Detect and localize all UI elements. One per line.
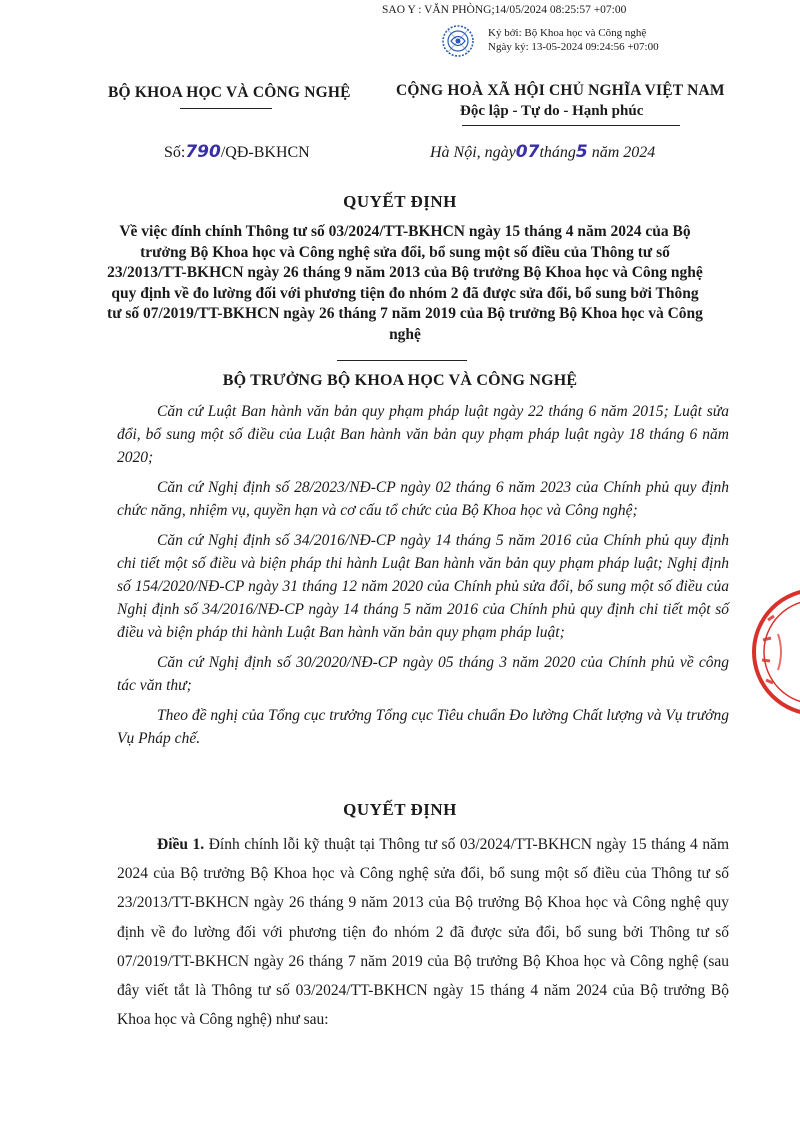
doc-no-handwritten: 790 <box>185 142 221 162</box>
date-suffix: năm 2024 <box>591 144 656 161</box>
article-1-label: Điều 1. <box>157 836 205 853</box>
agency-underline <box>180 108 272 109</box>
subject-underline <box>337 360 467 361</box>
doc-no-prefix: Số: <box>164 144 186 161</box>
signature-emblem-icon <box>438 24 480 58</box>
article-1 <box>117 830 729 1034</box>
date-month-word: tháng <box>539 144 576 161</box>
document-title: QUYẾT ĐỊNH <box>343 192 457 211</box>
basis-paragraph-2: Căn cứ Nghị định số 28/2023/NĐ-CP ngày 02 tháng 6 năm 2023 của Chính phủ quy định chức năng, nhiệm vụ, quyền hạn và cơ cấu tổ chức của Bộ Khoa học và Công nghệ; <box>117 479 729 519</box>
document-subject: Về việc đính chính Thông tư số 03/2024/TT-BKHCN ngày 15 tháng 4 năm 2024 của Bộ trưởng Bộ Khoa học và Công nghệ sửa đổi, bổ sung một số điều của Thông tư số 23/2013/TT-BKHCN ngày 26 tháng 9 năm 2013 của Bộ trưởng Bộ Khoa học và Công nghệ quy định về đo lường đối với phương tiện đo nhóm 2 đã được sửa đổi, bổ sung bởi Thông tư số 07/2019/TT-BKHCN ngày 26 tháng 7 năm 2019 của Bộ trưởng Bộ Khoa học và Công nghệ <box>107 223 703 343</box>
date-day-handwritten: 07 <box>515 142 540 162</box>
date-prefix: Hà Nội, ngày <box>430 144 516 161</box>
basis-paragraph-1: Căn cứ Luật Ban hành văn bản quy phạm pháp luật ngày 22 tháng 6 năm 2015; Luật sửa đổi, bổ sung một số điều của Luật Ban hành văn bản quy phạm pháp luật ngày 18 tháng 6 năm 2020; <box>117 403 729 466</box>
basis-paragraph-3: Căn cứ Nghị định số 34/2016/NĐ-CP ngày 14 tháng 5 năm 2016 của Chính phủ quy định chi tiết một số điều và biện pháp thi hành Luật Ban hành văn bản quy phạm pháp luật; Nghị định số 154/2020/NĐ-CP ngày 31 tháng 12 năm 2020 của Chính phủ sửa đổi, bổ sung một số điều của Nghị định số 34/2016/NĐ-CP ngày 14 tháng 5 năm 2016 của Chính phủ quy định chi tiết một số điều và biện pháp thi hành Luật Ban hành văn bản quy phạm pháp luật; <box>117 532 729 641</box>
minister-heading: BỘ TRƯỞNG BỘ KHOA HỌC VÀ CÔNG NGHỆ <box>222 372 578 389</box>
article-1-text: Đính chính lỗi kỹ thuật tại Thông tư số 03/2024/TT-BKHCN ngày 15 tháng 4 năm 2024 của Bộ trưởng Bộ Khoa học và Công nghệ sửa đổi, bổ sung một số điều của Thông tư số 23/2013/TT-BKHCN ngày 26 tháng 9 năm 2013 của Bộ trưởng Bộ Khoa học và Công nghệ quy định về đo lường đối với phương tiện đo nhóm 2 đã được sửa đổi, bổ sung bởi Thông tư số 07/2019/TT-BKHCN ngày 26 tháng 7 năm 2019 của Bộ trưởng Bộ Khoa học và Công nghệ (sau đây viết tắt là Thông tư số 03/2024/TT-BKHCN ngày 15 tháng 4 năm 2024 của Bộ trưởng Bộ Khoa học và Công nghệ) như sau: <box>117 836 730 1029</box>
digital-signature <box>438 24 738 58</box>
basis-paragraph-4: Căn cứ Nghị định số 30/2020/NĐ-CP ngày 05 tháng 3 năm 2020 của Chính phủ về công tác văn thư; <box>117 654 729 694</box>
signed-by: Ký bởi: Bộ Khoa học và Công nghệ <box>488 27 647 39</box>
signed-date: Ngày ký: 13-05-2024 09:24:56 +07:00 <box>488 41 659 53</box>
national-title: CỘNG HOÀ XÃ HỘI CHỦ NGHĨA VIỆT NAM <box>396 82 725 99</box>
copy-stamp: SAO Y : VĂN PHÒNG;14/05/2024 08:25:57 +07:00 <box>382 4 627 16</box>
basis-paragraph-5: Theo đề nghị của Tổng cục trưởng Tổng cục Tiêu chuẩn Đo lường Chất lượng và Vụ trưởng Vụ Pháp chế. <box>117 707 729 747</box>
red-seal-stamp <box>748 582 800 722</box>
decision-heading: QUYẾT ĐỊNH <box>343 800 457 819</box>
national-motto: Độc lập - Tự do - Hạnh phúc <box>460 103 644 119</box>
doc-no-suffix: /QĐ-BKHCN <box>220 144 310 161</box>
motto-underline <box>462 125 680 126</box>
legal-basis <box>117 400 729 750</box>
document-number <box>164 142 310 162</box>
document-date <box>430 142 655 162</box>
issuing-agency: BỘ KHOA HỌC VÀ CÔNG NGHỆ <box>108 84 351 101</box>
date-month-handwritten: 5 <box>575 142 588 162</box>
